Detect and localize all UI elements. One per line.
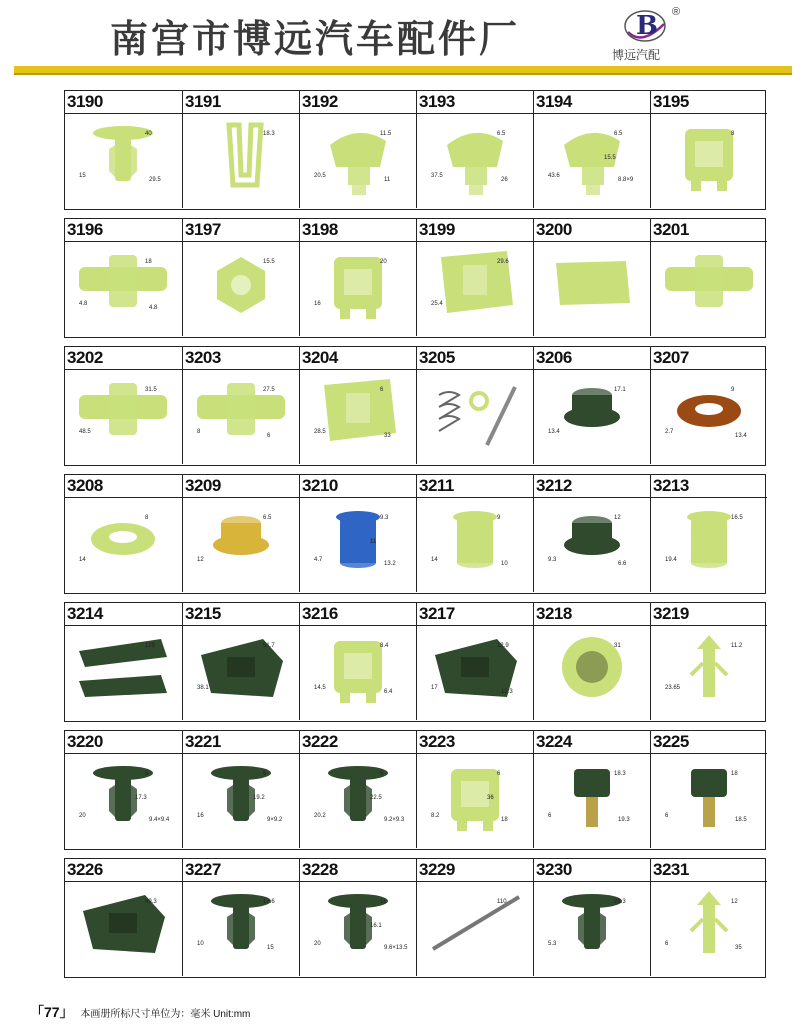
push-rivet-icon	[183, 755, 300, 847]
push-rivet-icon	[65, 755, 182, 847]
code-divider	[534, 241, 650, 242]
part-cell-3206[interactable]	[533, 347, 650, 464]
retainer-clip-icon	[651, 243, 768, 335]
part-cell-3199[interactable]	[416, 219, 533, 336]
dimension-label: 11.2	[731, 643, 743, 649]
dimension-label: 125	[145, 643, 156, 649]
code-divider	[417, 625, 533, 626]
part-code: 3218	[536, 604, 572, 623]
screw-icon	[534, 755, 651, 847]
dimension-label: 16	[314, 301, 321, 307]
dimension-label: 4.8	[149, 305, 158, 311]
dimension-label: 8.4	[380, 643, 389, 649]
svg-text:B: B	[636, 11, 658, 41]
dimension-label: 18.3	[614, 771, 626, 777]
code-divider	[651, 497, 767, 498]
part-cell-3196[interactable]	[65, 219, 182, 336]
screw-icon	[651, 755, 768, 847]
part-code: 3210	[302, 476, 338, 495]
dimension-label: 14	[431, 557, 438, 563]
code-divider	[534, 753, 650, 754]
dimension-label: 9.6×13.5	[384, 945, 408, 951]
retainer-clip-icon	[183, 371, 300, 463]
housing-icon	[183, 627, 300, 719]
part-cell-3213[interactable]	[650, 475, 767, 592]
part-cell-3215[interactable]	[182, 603, 299, 720]
nut-clip-icon	[183, 243, 300, 335]
bracket-clip-icon	[300, 243, 417, 335]
grommet-icon	[183, 499, 300, 591]
code-divider	[651, 241, 767, 242]
code-divider	[651, 369, 767, 370]
dimension-label: 15.5	[604, 155, 616, 161]
dimension-label: 25.4	[431, 301, 443, 307]
part-code: 3225	[653, 732, 689, 751]
dimension-label: 11	[380, 899, 387, 905]
trim-clip-icon	[534, 115, 651, 207]
spring-bolt-icon	[417, 371, 534, 463]
dimension-label: 12.3	[501, 689, 513, 695]
dimension-label: 23.65	[665, 685, 681, 691]
part-code: 3211	[419, 476, 454, 495]
part-cell-3218[interactable]	[533, 603, 650, 720]
part-code: 3190	[67, 92, 103, 111]
dimension-label: 18.5	[735, 817, 747, 823]
code-divider	[534, 497, 650, 498]
dimension-label: 37.5	[431, 173, 443, 179]
part-cell-3219[interactable]	[650, 603, 767, 720]
dimension-label: 6.6	[618, 561, 627, 567]
dimension-label: 29.6	[497, 259, 509, 265]
dimension-label: 13.4	[735, 433, 747, 439]
housing-icon	[65, 883, 182, 975]
dimension-label: 17.3	[135, 795, 147, 801]
dimension-label: 48.5	[79, 429, 91, 435]
dimension-label: 28.3	[614, 899, 626, 905]
logo-b-icon	[622, 6, 668, 44]
dimension-label: 20	[380, 259, 387, 265]
part-cell-3226[interactable]	[65, 859, 182, 976]
dimension-label: 15	[79, 173, 86, 179]
dimension-label: 13.2	[384, 561, 396, 567]
page-footer	[30, 1002, 250, 1022]
part-cell-3193[interactable]	[416, 91, 533, 208]
cover-icon	[65, 627, 182, 719]
part-cell-3227[interactable]	[182, 859, 299, 976]
dimension-label: 43.6	[548, 173, 560, 179]
part-cell-3207[interactable]	[650, 347, 767, 464]
parts-row	[64, 602, 766, 722]
part-cell-3195[interactable]	[650, 91, 767, 208]
push-rivet-icon	[300, 755, 417, 847]
dimension-label: 33	[384, 433, 391, 439]
part-cell-3228[interactable]	[299, 859, 416, 976]
push-rivet-icon	[183, 883, 300, 975]
part-cell-3191[interactable]	[182, 91, 299, 208]
dimension-label: 17.6	[263, 899, 275, 905]
part-code: 3204	[302, 348, 338, 367]
part-code: 3212	[536, 476, 572, 495]
dimension-label: 12	[731, 899, 738, 905]
bushing-icon	[651, 499, 768, 591]
dimension-label: 28.5	[314, 429, 326, 435]
code-divider	[651, 753, 767, 754]
dimension-label: 6.5	[263, 515, 272, 521]
dimension-label: 13.4	[548, 429, 560, 435]
dimension-label: 10	[501, 561, 508, 567]
part-cell-3229[interactable]	[416, 859, 533, 976]
code-divider	[651, 881, 767, 882]
header-band	[14, 66, 792, 73]
dimension-label: 19.3	[618, 817, 630, 823]
dimension-label: 4.8	[79, 301, 88, 307]
block-clip-icon	[534, 243, 651, 335]
dimension-label: 36	[487, 795, 494, 801]
dimension-label: 6.5	[614, 131, 623, 137]
part-cell-3221[interactable]	[182, 731, 299, 848]
bushing-icon	[417, 499, 534, 591]
part-code: 3194	[536, 92, 572, 111]
code-divider	[417, 753, 533, 754]
dimension-label: 38.1	[197, 685, 209, 691]
header-band-shadow	[14, 73, 792, 75]
dimension-label: 5	[145, 771, 149, 777]
dimension-label: 40	[145, 131, 152, 137]
part-code: 3217	[419, 604, 455, 623]
code-divider	[534, 881, 650, 882]
part-cell-3209[interactable]	[182, 475, 299, 592]
part-cell-3222[interactable]	[299, 731, 416, 848]
dimension-label: 26	[501, 177, 508, 183]
dimension-label: 9	[497, 515, 501, 521]
panel-clip-icon	[300, 371, 417, 463]
push-rivet-icon	[300, 883, 417, 975]
part-code: 3206	[536, 348, 572, 367]
part-cell-3231[interactable]	[650, 859, 767, 976]
dimension-label: 110	[497, 899, 507, 905]
code-divider	[651, 113, 767, 114]
parts-row	[64, 730, 766, 850]
part-code: 3197	[185, 220, 221, 239]
code-divider	[183, 497, 299, 498]
code-divider	[183, 369, 299, 370]
dimension-label: 9.2×9.3	[384, 817, 405, 823]
dimension-label: 8	[145, 515, 149, 521]
metal-clip-icon	[183, 115, 300, 207]
part-cell-3203[interactable]	[182, 347, 299, 464]
part-code: 3192	[302, 92, 338, 111]
part-code: 3223	[419, 732, 455, 751]
code-divider	[65, 753, 182, 754]
code-divider	[65, 369, 182, 370]
code-divider	[65, 497, 182, 498]
dimension-label: 9	[731, 387, 735, 393]
dimension-label: 18	[731, 771, 738, 777]
dimension-label: 6	[267, 433, 271, 439]
dimension-label: 14.5	[314, 685, 326, 691]
part-code: 3195	[653, 92, 689, 111]
code-divider	[183, 241, 299, 242]
trim-clip-icon	[417, 115, 534, 207]
part-code: 3228	[302, 860, 338, 879]
part-cell-3208[interactable]	[65, 475, 182, 592]
dimension-label: 2.7	[665, 429, 674, 435]
part-cell-3220[interactable]	[65, 731, 182, 848]
dimension-label: 20.5	[314, 173, 326, 179]
code-divider	[183, 753, 299, 754]
part-code: 3216	[302, 604, 338, 623]
code-divider	[651, 625, 767, 626]
parts-row	[64, 474, 766, 594]
dimension-label: 35	[735, 945, 742, 951]
dimension-label: 6	[665, 941, 669, 947]
dimension-label: 12	[197, 557, 204, 563]
part-code: 3202	[67, 348, 103, 367]
part-code: 3214	[67, 604, 103, 623]
part-cell-3214[interactable]	[65, 603, 182, 720]
dimension-label: 5.3	[548, 941, 557, 947]
code-divider	[534, 625, 650, 626]
company-logo	[612, 6, 692, 64]
parts-row	[64, 858, 766, 978]
part-code: 3227	[185, 860, 221, 879]
part-code: 3220	[67, 732, 103, 751]
dimension-label: 22.5	[370, 795, 382, 801]
part-code: 3221	[185, 732, 221, 751]
part-code: 3229	[419, 860, 455, 879]
washer-icon	[65, 499, 182, 591]
bracket-clip-icon	[417, 755, 534, 847]
code-divider	[417, 881, 533, 882]
dimension-label: 49.3	[145, 899, 157, 905]
code-divider	[183, 625, 299, 626]
code-divider	[417, 113, 533, 114]
code-divider	[65, 881, 182, 882]
part-cell-3194[interactable]	[533, 91, 650, 208]
part-cell-3202[interactable]	[65, 347, 182, 464]
catalog-header	[0, 0, 806, 82]
part-code: 3226	[67, 860, 103, 879]
part-code: 3205	[419, 348, 455, 367]
dimension-label: 18	[501, 817, 508, 823]
dimension-label: 18.3	[263, 131, 275, 137]
part-code: 3209	[185, 476, 221, 495]
dimension-label: 8	[731, 131, 735, 137]
registered-mark: ®	[672, 6, 681, 18]
part-cell-3204[interactable]	[299, 347, 416, 464]
bracket-clip-icon	[651, 115, 768, 207]
parts-row	[64, 218, 766, 338]
part-code: 3191	[185, 92, 221, 111]
rod-icon	[417, 883, 534, 975]
code-divider	[300, 753, 416, 754]
dimension-label: 20	[314, 941, 321, 947]
part-cell-3190[interactable]	[65, 91, 182, 208]
parts-row	[64, 346, 766, 466]
part-cell-3212[interactable]	[533, 475, 650, 592]
panel-clip-icon	[417, 243, 534, 335]
part-cell-3211[interactable]	[416, 475, 533, 592]
dimension-label: 6	[497, 771, 501, 777]
part-code: 3196	[67, 220, 103, 239]
dimension-label: 10	[197, 941, 204, 947]
dimension-label: 8.2	[431, 813, 440, 819]
code-divider	[534, 113, 650, 114]
dimension-label: 8	[197, 429, 201, 435]
housing-icon	[417, 627, 534, 719]
code-divider	[417, 369, 533, 370]
washer-icon	[651, 371, 768, 463]
part-code: 3230	[536, 860, 572, 879]
dimension-label: 29.5	[149, 177, 161, 183]
dimension-label: 6.4	[384, 689, 393, 695]
dimension-label: 6.5	[497, 131, 506, 137]
dimension-label: 9.3	[380, 515, 389, 521]
part-code: 3203	[185, 348, 221, 367]
grommet-icon	[534, 371, 651, 463]
cap-icon	[534, 627, 651, 719]
part-code: 3200	[536, 220, 572, 239]
push-rivet-icon	[65, 115, 182, 207]
dimension-label: 14	[79, 557, 86, 563]
page-number: 「77」	[30, 1004, 74, 1020]
part-code: 3207	[653, 348, 689, 367]
bushing-icon	[300, 499, 417, 591]
code-divider	[300, 625, 416, 626]
dimension-label: 12.9	[497, 643, 509, 649]
part-code: 3215	[185, 604, 221, 623]
dimension-label: 19.2	[253, 795, 265, 801]
dimension-label: 11.5	[380, 131, 392, 137]
code-divider	[417, 241, 533, 242]
code-divider	[300, 113, 416, 114]
part-cell-3205[interactable]	[416, 347, 533, 464]
code-divider	[534, 369, 650, 370]
dimension-label: 16.1	[370, 923, 382, 929]
dimension-label: 16.5	[731, 515, 743, 521]
dimension-label: 11	[384, 177, 391, 183]
dimension-label: 4.7	[314, 557, 323, 563]
push-rivet-icon	[534, 883, 651, 975]
code-divider	[300, 881, 416, 882]
part-code: 3198	[302, 220, 338, 239]
code-divider	[300, 369, 416, 370]
part-cell-3224[interactable]	[533, 731, 650, 848]
parts-row	[64, 90, 766, 210]
part-code: 3224	[536, 732, 572, 751]
part-code: 3231	[653, 860, 689, 879]
unit-note: 本画册所标尺寸单位为：毫米 Unit:mm	[80, 1009, 251, 1020]
part-cell-3197[interactable]	[182, 219, 299, 336]
anchor-clip-icon	[651, 883, 768, 975]
dimension-label: 15	[267, 945, 274, 951]
dimension-label: 31	[614, 643, 621, 649]
code-divider	[417, 497, 533, 498]
code-divider	[65, 241, 182, 242]
dimension-label: 51.7	[263, 643, 275, 649]
dimension-label: 9×9.2	[267, 817, 283, 823]
part-cell-3210[interactable]	[299, 475, 416, 592]
part-code: 3208	[67, 476, 103, 495]
dimension-label: 6	[665, 813, 669, 819]
anchor-clip-icon	[651, 627, 768, 719]
dimension-label: 11	[370, 539, 377, 545]
code-divider	[65, 625, 182, 626]
dimension-label: 31.5	[145, 387, 157, 393]
part-cell-3192[interactable]	[299, 91, 416, 208]
dimension-label: 6	[380, 387, 384, 393]
code-divider	[183, 113, 299, 114]
dimension-label: 15.5	[263, 259, 275, 265]
part-cell-3198[interactable]	[299, 219, 416, 336]
dimension-label: 16	[197, 813, 204, 819]
part-cell-3225[interactable]	[650, 731, 767, 848]
dimension-label: 20	[79, 813, 86, 819]
grommet-icon	[534, 499, 651, 591]
dimension-label: 9.4×9.4	[149, 817, 170, 823]
dimension-label: 6	[548, 813, 552, 819]
part-code: 3201	[653, 220, 689, 239]
code-divider	[65, 113, 182, 114]
company-title: 南宫市博远汽车配件厂	[110, 17, 521, 61]
part-code: 3213	[653, 476, 689, 495]
dimension-label: 20.2	[314, 813, 326, 819]
part-cell-3223[interactable]	[416, 731, 533, 848]
dimension-label: 17	[431, 685, 438, 691]
part-code: 3193	[419, 92, 455, 111]
code-divider	[183, 881, 299, 882]
part-cell-3217[interactable]	[416, 603, 533, 720]
trim-clip-icon	[300, 115, 417, 207]
part-code: 3199	[419, 220, 455, 239]
code-divider	[300, 497, 416, 498]
part-cell-3200[interactable]	[533, 219, 650, 336]
retainer-clip-icon	[65, 243, 182, 335]
code-divider	[300, 241, 416, 242]
part-code: 3222	[302, 732, 338, 751]
dimension-label: 5	[380, 771, 384, 777]
bracket-clip-icon	[300, 627, 417, 719]
part-cell-3230[interactable]	[533, 859, 650, 976]
part-cell-3216[interactable]	[299, 603, 416, 720]
dimension-label: 8.8×9	[618, 177, 634, 183]
dimension-label: 18	[145, 259, 152, 265]
dimension-label: 19.4	[665, 557, 677, 563]
part-cell-3201[interactable]	[650, 219, 767, 336]
dimension-label: 9.3	[548, 557, 557, 563]
dimension-label: 17.1	[614, 387, 626, 393]
logo-caption: 博远汽配	[612, 48, 661, 62]
retainer-clip-icon	[65, 371, 182, 463]
dimension-label: 27.5	[263, 387, 275, 393]
dimension-label: 5	[263, 771, 267, 777]
dimension-label: 12	[614, 515, 621, 521]
part-code: 3219	[653, 604, 689, 623]
